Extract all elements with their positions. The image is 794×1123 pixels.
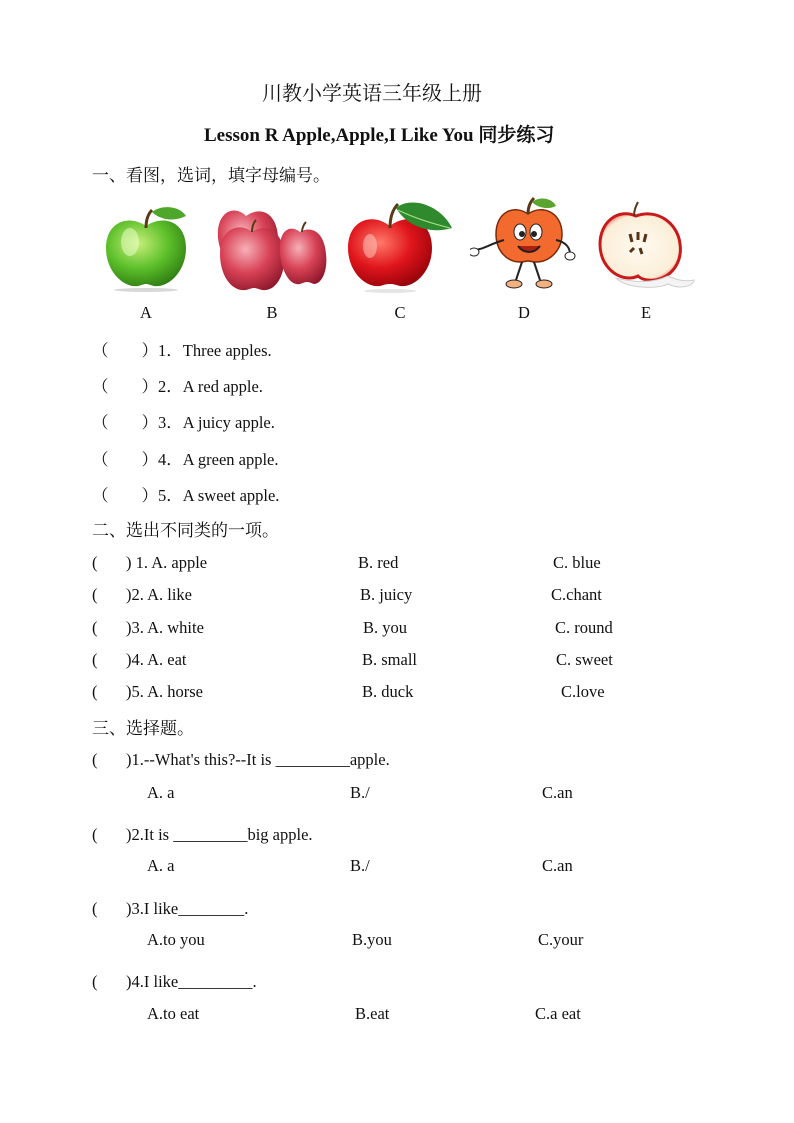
- odd-one-out-question: )3. A. white: [126, 618, 204, 637]
- match-item-text: 1．Three apples.: [158, 341, 272, 360]
- answer-blank[interactable]: （ ）: [92, 413, 158, 432]
- answer-blank[interactable]: （ ）: [92, 450, 158, 469]
- choice-question: )3.I like________.: [126, 899, 249, 918]
- picture-label-a: A: [140, 303, 152, 322]
- green-apple-image: [100, 202, 192, 292]
- choice-option-c[interactable]: C.a eat: [535, 1004, 581, 1023]
- two-red-apples-image: [216, 198, 328, 294]
- odd-one-out-option-b: B. you: [363, 618, 408, 637]
- section-3-heading: 三、选择题。: [92, 719, 194, 738]
- match-item-text: 3．A juicy apple.: [158, 413, 275, 432]
- cartoon-apple-image: [470, 196, 578, 298]
- choice-option-c[interactable]: C.an: [542, 783, 573, 802]
- odd-one-out-option-c: C. round: [555, 618, 613, 637]
- choice-paren[interactable]: (: [92, 825, 98, 844]
- choice-option-b[interactable]: B./: [350, 783, 370, 802]
- choice-option-a[interactable]: A.to you: [147, 930, 205, 949]
- odd-one-out-question: )4. A. eat: [126, 650, 187, 669]
- red-apple-with-leaf-image: [344, 198, 454, 294]
- odd-one-out-option-b: B. juicy: [360, 585, 413, 604]
- match-item-4: [92, 446, 279, 470]
- odd-one-out-question: )5. A. horse: [126, 682, 203, 701]
- picture-label-e: E: [640, 303, 652, 322]
- odd-one-out-option-c: C.love: [561, 682, 605, 701]
- choice-option-c[interactable]: C.an: [542, 856, 573, 875]
- cut-juicy-apple-image: [596, 200, 696, 294]
- picture-label-c: C: [394, 303, 406, 322]
- odd-one-out-option-b: B. red: [358, 553, 399, 572]
- answer-blank[interactable]: （ ）: [92, 377, 158, 396]
- odd-one-out-question: ) 1. A. apple: [126, 553, 208, 572]
- choice-question: )4.I like_________.: [126, 972, 257, 991]
- match-item-text: 2．A red apple.: [158, 377, 263, 396]
- odd-one-out-paren[interactable]: (: [92, 553, 98, 572]
- lesson-subtitle: Lesson R Apple,Apple,I Like You 同步练习: [204, 125, 555, 146]
- section-1-heading: 一、看图，选词，填字母编号。: [92, 166, 330, 185]
- answer-blank[interactable]: （ ）: [92, 341, 158, 360]
- match-item-1: [92, 337, 272, 361]
- picture-label-d: D: [518, 303, 530, 322]
- choice-option-a[interactable]: A. a: [147, 856, 175, 875]
- odd-one-out-paren[interactable]: (: [92, 682, 98, 701]
- match-item-5: [92, 482, 279, 506]
- section-2-heading: 二、选出不同类的一项。: [92, 521, 279, 540]
- choice-paren[interactable]: (: [92, 972, 98, 991]
- odd-one-out-option-c: C. blue: [553, 553, 601, 572]
- choice-paren[interactable]: (: [92, 750, 98, 769]
- choice-option-b[interactable]: B.eat: [355, 1004, 390, 1023]
- odd-one-out-option-c: C.chant: [551, 585, 602, 604]
- odd-one-out-option-b: B. small: [362, 650, 418, 669]
- odd-one-out-option-c: C. sweet: [556, 650, 613, 669]
- choice-option-c[interactable]: C.your: [538, 930, 584, 949]
- picture-label-b: B: [266, 303, 278, 322]
- odd-one-out-question: )2. A. like: [126, 585, 192, 604]
- odd-one-out-option-b: B. duck: [362, 682, 414, 701]
- page-title: 川教小学英语三年级上册: [262, 83, 482, 105]
- odd-one-out-paren[interactable]: (: [92, 618, 98, 637]
- choice-question: )1.--What's this?--It is _________apple.: [126, 750, 390, 769]
- match-item-text: 5．A sweet apple.: [158, 486, 280, 505]
- match-item-text: 4．A green apple.: [158, 450, 279, 469]
- odd-one-out-paren[interactable]: (: [92, 650, 98, 669]
- match-item-2: [92, 373, 263, 397]
- choice-question: )2.It is _________big apple.: [126, 825, 313, 844]
- answer-blank[interactable]: （ ）: [92, 486, 158, 505]
- choice-option-b[interactable]: B.you: [352, 930, 392, 949]
- match-item-3: [92, 409, 275, 433]
- choice-option-a[interactable]: A.to eat: [147, 1004, 200, 1023]
- choice-option-b[interactable]: B./: [350, 856, 370, 875]
- odd-one-out-paren[interactable]: (: [92, 585, 98, 604]
- choice-option-a[interactable]: A. a: [147, 783, 175, 802]
- choice-paren[interactable]: (: [92, 899, 98, 918]
